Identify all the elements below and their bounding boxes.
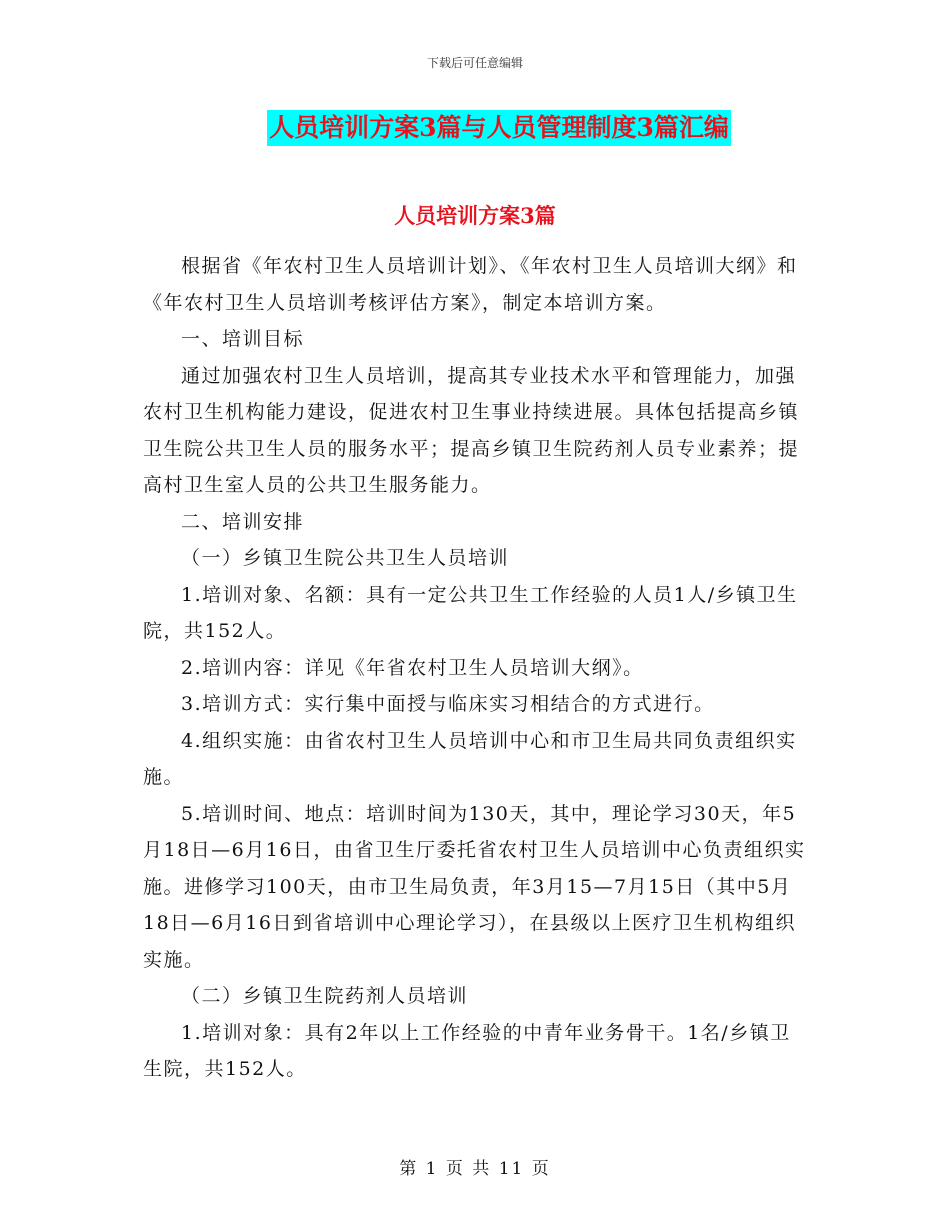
heading-training-arrangement: 二、培训安排: [181, 510, 305, 533]
paragraph-goals: 通过加强农村卫生人员培训，提高其专业技术水平和管理能力，加强农村卫生机构能力建设，促进农村卫生事业持续进展。具体包括提高乡镇卫生院公共卫生人员的服务水平；提高乡镇卫生院药剂人员专业素养；提高村卫生室人员的公共卫生服务能力。: [143, 364, 800, 496]
paragraph-item-1: 1.培训对象、名额：具有一定公共卫生工作经验的人员1人/乡镇卫生院，共152人。: [143, 583, 798, 642]
document-title: [0, 110, 950, 150]
paragraph-intro: 根据省《年农村卫生人员培训计划》、《年农村卫生人员培训大纲》和《年农村卫生人员培训考核评估方案》，制定本培训方案。: [143, 255, 798, 314]
paragraph-item-2: 2.培训内容：详见《年省农村卫生人员培训大纲》。: [181, 656, 644, 679]
paragraph-item-3: 3.培训方式：实行集中面授与临床实习相结合的方式进行。: [181, 693, 715, 715]
subheading-pharmacy-staff: （二）乡镇卫生院药剂人员培训: [181, 985, 469, 1007]
section-title: 人员培训方案3篇: [394, 203, 556, 228]
document-body: [143, 248, 811, 1088]
paragraph-item-5: 5.培训时间、地点：培训时间为130天，其中，理论学习30天，年5月18日—6月16日，由省卫生厅委托省农村卫生人员培训中心负责组织实施。进修学习100天，由市卫生局负责，年3月15—7月15日（其中5月18日—6月16日到省培训中心理论学习），在县级以上医疗卫生机构组织实施。: [143, 802, 806, 971]
subheading-public-health-staff: （一）乡镇卫生院公共卫生人员培训: [181, 547, 510, 569]
page-header-note: 下载后可任意编辑: [426, 56, 523, 70]
page-number: 第 1 页 共 11 页: [399, 1159, 551, 1179]
document-title-text: 人员培训方案3篇与人员管理制度3篇汇编: [267, 110, 731, 146]
paragraph-item-4: 4.组织实施：由省农村卫生人员培训中心和市卫生局共同负责组织实施。: [143, 729, 797, 788]
heading-training-goals: 一、培训目标: [181, 328, 305, 350]
paragraph-pharmacy-item-1: 1.培训对象：具有2年以上工作经验的中青年业务骨干。1名/乡镇卫生院，共152人。: [143, 1021, 791, 1080]
